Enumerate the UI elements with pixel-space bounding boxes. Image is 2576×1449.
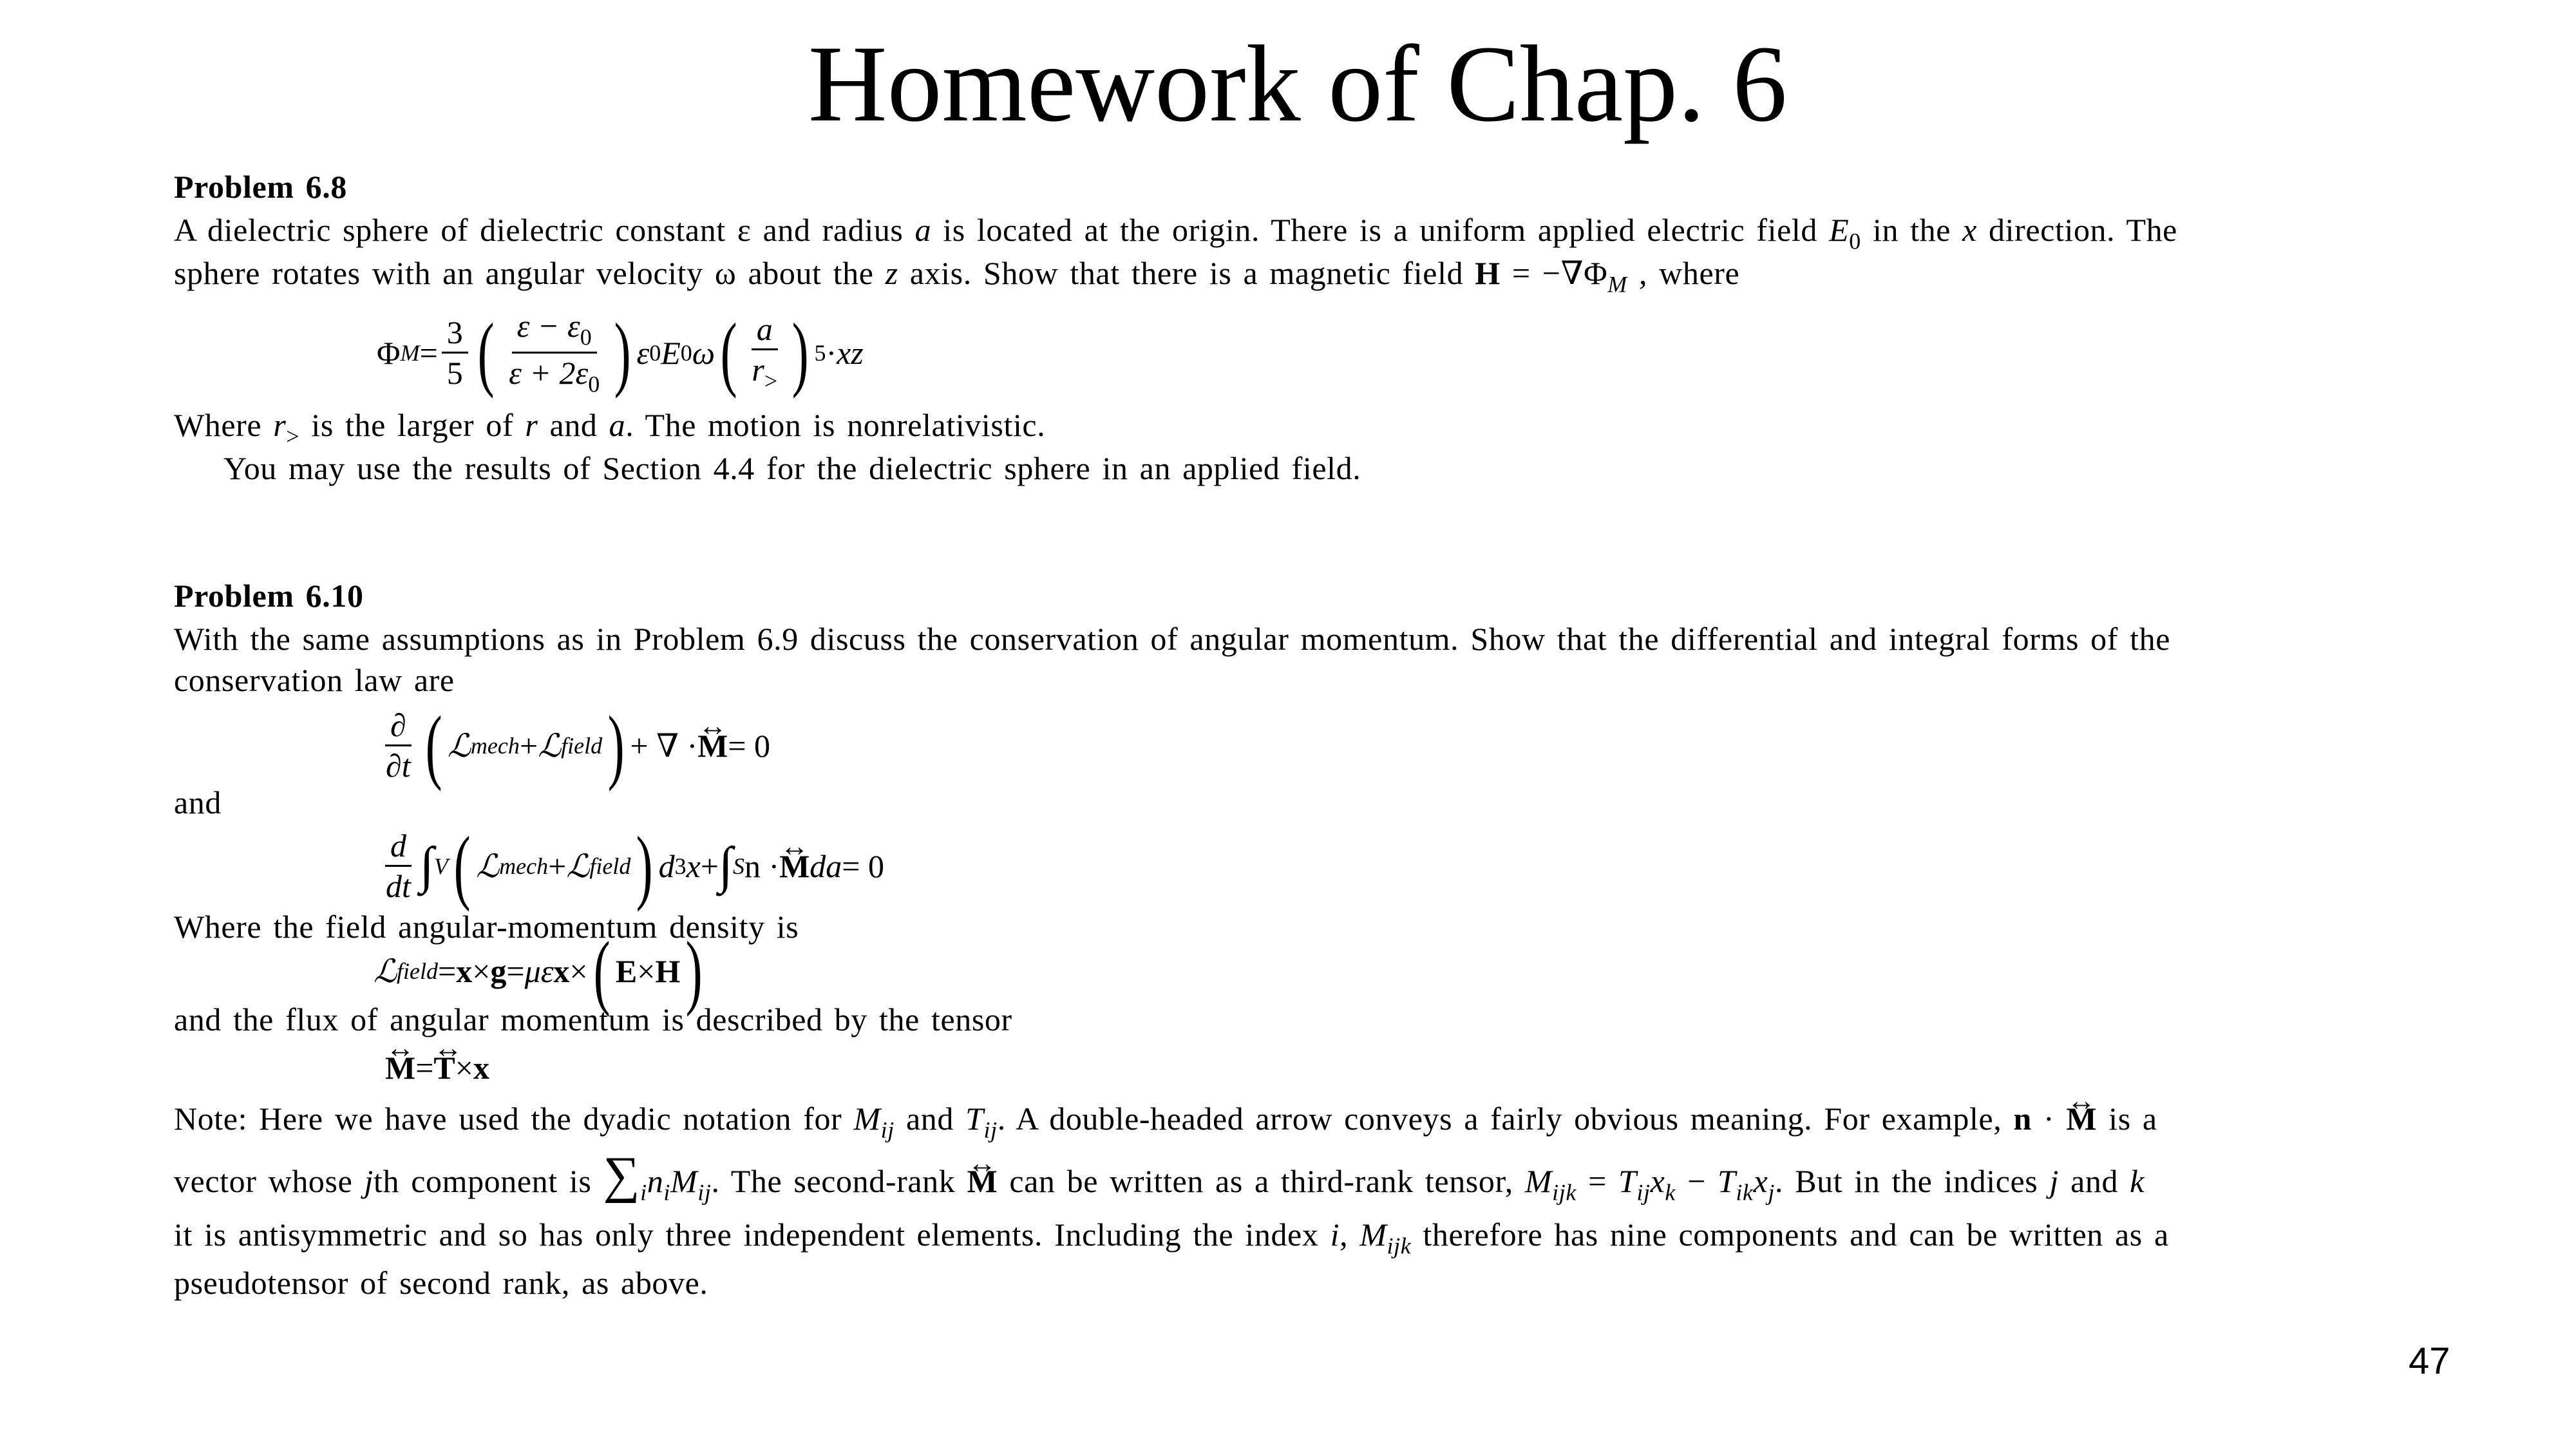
text-segment: M (400, 339, 420, 366)
text-segment: ij (1636, 1179, 1651, 1206)
text-segment: j (364, 1163, 374, 1199)
text-segment: M (1524, 1163, 1553, 1199)
text-segment: You may use the results of Section 4.4 for the dielectric sphere in an applied field. (223, 450, 1361, 486)
text-segment: × (637, 953, 656, 989)
text-segment: , (1340, 1217, 1360, 1253)
text-segment: ∂ (390, 707, 406, 743)
text-segment: T (965, 1101, 984, 1137)
parenthesis: ( (720, 306, 737, 399)
parenthesis: ) (607, 699, 625, 792)
text-segment: . A double-headed arrow conveys a fairly obvious meaning. For example, (997, 1101, 2014, 1137)
text-segment: ℒ (447, 727, 471, 764)
text-segment: ik (1736, 1179, 1754, 1206)
text-segment: Problem 6.8 (174, 169, 347, 205)
text-segment: axis. Show that there is a magnetic field (898, 255, 1475, 291)
problem-6-10-text-line (174, 659, 455, 701)
text-segment: x (1650, 1163, 1665, 1199)
fraction (442, 313, 468, 392)
text-segment: With the same assumptions as in Problem 6.9 discuss the conservation of angular momentum. Show that the differential and integral forms of the (174, 621, 2171, 657)
text-segment: = (1576, 1163, 1618, 1199)
text-segment: ℒ (374, 953, 397, 989)
text-segment: ijk (1387, 1233, 1412, 1259)
text-segment: n · (744, 848, 780, 884)
flux-tensor-equation (385, 1046, 489, 1089)
problem-6-10-text-line (174, 618, 2170, 659)
denominator (746, 350, 782, 395)
text-segment: . The second-rank (711, 1163, 967, 1199)
text-segment: and (538, 407, 609, 443)
text-segment: a (756, 311, 773, 348)
text-segment: Problem 6.10 (174, 578, 364, 614)
text-segment: 0 (680, 339, 692, 366)
fraction (381, 826, 416, 905)
text-segment: H (655, 953, 681, 989)
text-segment: and the flux of angular momentum is described by the tensor (174, 1001, 1012, 1037)
denominator (381, 746, 416, 785)
text-segment: ℒ (566, 848, 590, 884)
parenthesis: ( (593, 925, 611, 1018)
text-segment: 5 (446, 355, 463, 391)
parenthesis: ) (636, 819, 653, 913)
text-segment: x (456, 953, 473, 989)
text-segment: . The motion is nonrelativistic. (625, 407, 1046, 443)
text-segment: H (1475, 255, 1501, 291)
text-segment: M (853, 1101, 881, 1137)
text-segment: 0 (580, 324, 592, 350)
parenthesis: ) (791, 306, 809, 399)
parenthesis: ) (614, 306, 631, 399)
text-segment: ∫ (719, 837, 733, 894)
angular-momentum-density-equation (374, 925, 708, 1018)
text-segment: = 0 (842, 848, 884, 884)
text-segment: in the (1861, 212, 1963, 248)
text-segment: mech (499, 853, 549, 879)
text-segment: n (647, 1163, 664, 1199)
text-segment: a (914, 212, 932, 248)
text-segment: T (1618, 1163, 1637, 1199)
text-segment: ℒ (538, 727, 562, 764)
text-segment: > (286, 423, 300, 450)
denominator (442, 354, 468, 392)
page-title: Homework of Chap. 6 (808, 23, 1788, 144)
text-segment: · (826, 334, 837, 371)
text-segment: S (732, 853, 744, 879)
text-segment: field (589, 853, 631, 879)
text-segment: xz (837, 334, 864, 371)
text-segment: × (569, 953, 588, 989)
text-segment: E (1829, 212, 1850, 248)
text-segment: is located at the origin. There is a uniform applied electric field (931, 212, 1830, 248)
numerator (752, 310, 778, 350)
text-segment: and (894, 1101, 966, 1137)
problem-6-8-text-line (174, 252, 1739, 305)
text-segment: V (433, 853, 448, 879)
text-segment: = 0 (728, 727, 771, 764)
text-segment: Where (174, 407, 274, 443)
phi-m-formula (377, 303, 864, 402)
fraction (746, 310, 782, 395)
fraction (381, 706, 416, 785)
text-segment: M (1359, 1217, 1387, 1253)
text-segment: + (519, 727, 538, 764)
text-segment: ∑ (603, 1147, 641, 1204)
text-segment: ε + 2ε (509, 355, 589, 391)
text-segment: ∂t (386, 748, 411, 784)
text-segment: d (658, 848, 675, 884)
text-segment: r (752, 352, 764, 388)
text-segment: E (661, 334, 681, 371)
text-segment: direction. The (1976, 212, 2177, 248)
parenthesis: ( (477, 306, 495, 399)
fraction (504, 307, 605, 399)
text-segment: j (1768, 1179, 1776, 1206)
text-segment: r (525, 407, 538, 443)
text-segment: − (1676, 1163, 1718, 1199)
text-segment: conservation law are (174, 662, 455, 698)
text-segment: × (455, 1050, 473, 1086)
text-segment: + (700, 848, 719, 884)
dyadic-symbol: ↔ M (2066, 1098, 2097, 1139)
differential-conservation-equation (377, 699, 771, 792)
text-segment: Φ (377, 334, 401, 371)
text-segment: ℒ (476, 848, 500, 884)
text-segment: n (2013, 1101, 2032, 1137)
dyadic-symbol: ↔ M (779, 848, 810, 885)
text-segment: ε (636, 334, 650, 371)
dyadic-symbol: ↔ M (967, 1160, 998, 1202)
parenthesis: ( (425, 699, 442, 792)
numerator (442, 313, 468, 354)
text-segment: dt (386, 868, 411, 904)
text-segment: 5 (814, 339, 826, 366)
text-segment: is a (2097, 1101, 2157, 1137)
text-segment: ijk (1552, 1179, 1577, 1206)
dyadic-symbol: ↔ M (385, 1049, 415, 1086)
text-segment: d (390, 828, 406, 864)
text-segment: · (2031, 1101, 2067, 1137)
text-segment: vector whose (174, 1163, 365, 1199)
text-segment: sphere rotates with an angular velocity ω about the (174, 255, 886, 291)
text-segment: j (2049, 1163, 2059, 1199)
problem-6-10-text-line (174, 906, 799, 947)
text-segment: mech (470, 732, 520, 759)
problem-6-8-hint (223, 448, 1361, 489)
note-line (174, 1098, 2157, 1151)
text-segment: pseudotensor of second rank, as above. (174, 1265, 708, 1301)
text-segment: i (1330, 1217, 1340, 1253)
text-segment: + (548, 848, 567, 884)
problem-6-8-heading (174, 166, 347, 207)
text-segment: and (2058, 1163, 2130, 1199)
text-segment: th component is (374, 1163, 603, 1199)
text-segment: x (686, 848, 701, 884)
integral-conservation-equation (377, 819, 884, 913)
text-segment: E (615, 953, 638, 989)
text-segment: k (1665, 1179, 1676, 1206)
denominator (381, 867, 416, 905)
numerator (385, 826, 412, 867)
text-segment: can be written as a third-rank tensor, (998, 1163, 1525, 1199)
text-segment: is the larger of (299, 407, 526, 443)
text-segment: = −∇Φ (1500, 255, 1608, 291)
text-segment: da (810, 848, 842, 884)
text-segment: z (885, 255, 898, 291)
text-segment: field (397, 958, 438, 984)
text-segment: A dielectric sphere of dielectric constant ε and radius (174, 212, 915, 248)
text-segment: ij (880, 1117, 895, 1143)
note-line (174, 1262, 708, 1303)
text-segment: 0 (649, 339, 661, 366)
text-segment: = (506, 953, 525, 989)
text-segment: field (561, 732, 603, 759)
text-segment: x (553, 953, 570, 989)
text-segment: 3 (674, 853, 687, 879)
text-segment: it is antisymmetric and so has only three independent elements. Including the index (174, 1217, 1331, 1253)
text-segment: = (419, 334, 438, 371)
text-segment: 0 (588, 371, 600, 397)
text-segment: r (273, 407, 287, 443)
text-segment: and (174, 784, 222, 820)
text-segment: , where (1627, 255, 1740, 291)
parenthesis: ( (453, 819, 471, 913)
problem-6-10-text-line (174, 999, 1012, 1040)
text-segment: > (764, 368, 778, 394)
text-segment: M (1607, 271, 1627, 298)
text-segment: x (1962, 212, 1977, 248)
text-segment: i (640, 1179, 647, 1206)
text-segment: ij (983, 1117, 998, 1143)
text-segment: . But in the indices (1775, 1163, 2050, 1199)
text-segment: M (670, 1163, 698, 1199)
text-segment: Where the field angular-momentum density is (174, 909, 799, 945)
dyadic-symbol: ↔ M (697, 727, 728, 764)
text-segment: 3 (446, 314, 463, 350)
text-segment: Note: Here we have used the dyadic notation for (174, 1101, 854, 1137)
note-line (174, 1147, 2145, 1213)
text-segment: a (609, 407, 626, 443)
numerator (385, 706, 412, 746)
text-segment: ω (692, 334, 715, 371)
note-line (174, 1214, 2169, 1267)
text-segment: x (473, 1050, 489, 1086)
text-segment: therefore has nine components and can be written as a (1411, 1217, 2169, 1253)
parenthesis: ) (686, 925, 703, 1018)
text-segment: = (415, 1050, 434, 1086)
text-segment: k (2130, 1163, 2145, 1199)
page-number: 47 (2409, 1340, 2450, 1382)
text-segment: x (1753, 1163, 1768, 1199)
text-segment: ε − ε (516, 308, 580, 345)
text-segment: i (663, 1179, 670, 1206)
denominator (504, 354, 605, 399)
text-segment: T (1718, 1163, 1736, 1199)
text-segment: × (472, 953, 491, 989)
text-segment: g (490, 953, 507, 989)
text-segment: 0 (1849, 228, 1861, 254)
text-segment: ij (697, 1179, 712, 1206)
text-segment: με (524, 953, 554, 989)
problem-6-10-heading (174, 575, 364, 616)
dyadic-symbol: ↔ T (433, 1049, 455, 1086)
text-segment: + ∇ · (630, 727, 698, 764)
and-text (174, 782, 222, 823)
text-segment: = (438, 953, 457, 989)
numerator (512, 307, 597, 354)
text-segment: ∫ (419, 837, 434, 894)
